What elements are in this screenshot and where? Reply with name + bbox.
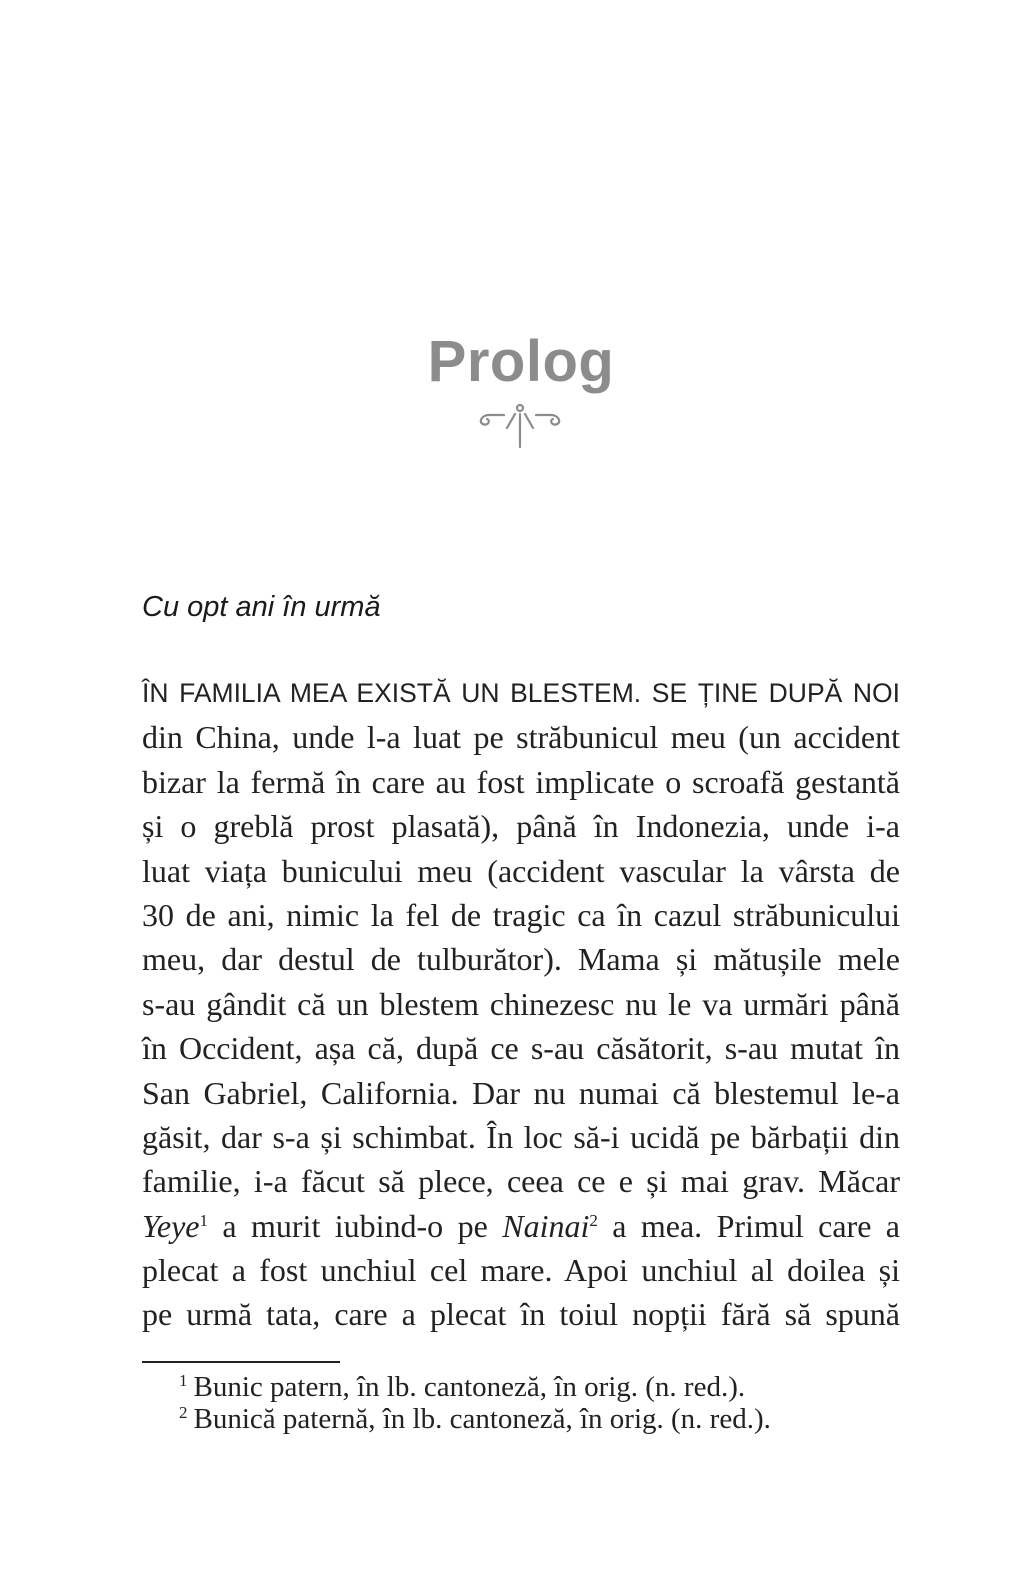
body-line-3: și o greblă prost plasată), până în Indonezia, unde i-a	[142, 808, 900, 845]
body-line-6: meu, dar destul de tulburător). Mama și mătușile mele	[142, 941, 900, 978]
italic-word-nainai: Nainai	[502, 1207, 590, 1244]
body-line-1: din China, unde l-a luat pe străbunicul meu (un accident	[142, 719, 900, 756]
body-line-7: s-au gândit că un blestem chinezesc nu le va urmări până	[142, 985, 900, 1022]
footnote-1	[179, 1371, 745, 1407]
body-text	[142, 671, 900, 1337]
footnote-2	[179, 1403, 771, 1439]
footnote-marker: 2	[179, 1403, 188, 1422]
body-line-2: bizar la fermă în care au fost implicate o scroafă gestantă	[142, 763, 900, 800]
chapter-subheading: Cu opt ani în urmă	[142, 591, 381, 623]
body-line-14: pe urmă tata, care a plecat în toiul nopții fără să spună	[142, 1296, 900, 1333]
footnote-marker: 1	[179, 1371, 188, 1390]
body-line-13: plecat a fost unchiul cel mare. Apoi unchiul al doilea și	[142, 1252, 900, 1289]
body-line-12-text-b: a mea. Primul care a	[597, 1207, 901, 1244]
body-line-5: 30 de ani, nimic la fel de tragic ca în cazul străbunicului	[142, 896, 900, 933]
footnote-separator-rule	[142, 1361, 340, 1363]
body-line-11: familie, i-a făcut să plece, ceea ce e și mai grav. Măcar	[142, 1163, 900, 1200]
footnote-text: Bunică paternă, în lb. cantoneză, în orig. (n. red.).	[193, 1403, 771, 1435]
body-line-8: în Occident, așa că, după ce s-au căsătorit, s-au mutat în	[142, 1030, 900, 1067]
ornamental-divider-icon	[475, 403, 565, 449]
chapter-title: Prolog	[427, 329, 615, 394]
body-line-4: luat viața bunicului meu (accident vascular la vârsta de	[142, 852, 900, 889]
footnote-ref-2: 2	[589, 1210, 598, 1230]
body-lead-in-caps: ÎN FAMILIA MEA EXISTĂ UN BLESTEM. SE ȚINE DUPĂ NOI	[142, 678, 900, 708]
footnote-text: Bunic patern, în lb. cantoneză, în orig. (n. red.).	[193, 1371, 746, 1403]
body-line-12	[142, 1204, 900, 1248]
body-line-9: San Gabriel, California. Dar nu numai că blestemul le-a	[142, 1074, 900, 1111]
footnote-ref-1: 1	[199, 1210, 208, 1230]
italic-word-yeye: Yeye	[142, 1207, 200, 1244]
body-line-12-text-a: a murit iubind-o pe	[207, 1207, 503, 1244]
body-line-10: găsit, dar s-a și schimbat. În loc să-i ucidă pe bărbații din	[142, 1118, 900, 1155]
